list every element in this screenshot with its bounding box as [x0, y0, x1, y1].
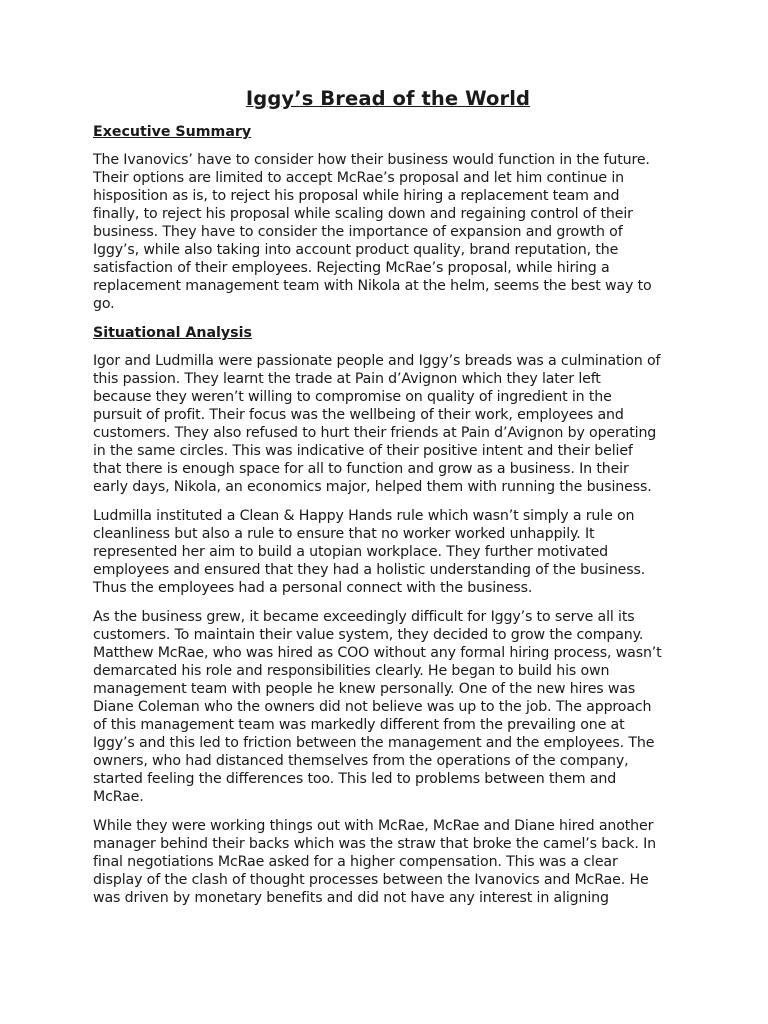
text-line: replacement management team with Nikola at the helm, seems the best way to: [93, 278, 652, 294]
text-line: because they weren’t willing to compromise on quality of ingredient in the: [93, 389, 612, 405]
text-line: that there is enough space for all to function and grow as a business. In their: [93, 461, 629, 477]
text-line: owners, who had distanced themselves from the operations of the company,: [93, 753, 629, 769]
text-line: customers. They also refused to hurt their friends at Pain d’Avignon by operating: [93, 425, 657, 441]
text-line: finally, to reject his proposal while scaling down and regaining control of their: [93, 206, 633, 222]
text-line: employees and ensured that they had a holistic understanding of the business.: [93, 562, 646, 578]
paragraph: [93, 608, 683, 806]
text-line: display of the clash of thought processes between the Ivanovics and McRae. He: [93, 872, 649, 888]
text-line: of this management team was markedly different from the prevailing one at: [93, 717, 625, 733]
document-page: [93, 86, 683, 918]
text-line: Their options are limited to accept McRae’s proposal and let him continue in: [93, 170, 624, 186]
text-line: was driven by monetary benefits and did not have any interest in aligning: [93, 890, 609, 906]
text-line: manager behind their backs which was the straw that broke the camel’s back. In: [93, 836, 656, 852]
text-line: business. They have to consider the importance of expansion and growth of: [93, 224, 623, 240]
document-title: Iggy’s Bread of the World: [245, 87, 531, 110]
text-line: Igor and Ludmilla were passionate people and Iggy’s breads was a culmination of: [93, 353, 661, 369]
section-heading: Executive Summary: [93, 124, 252, 140]
text-line: Iggy’s and this led to friction between the management and the employees. The: [93, 735, 655, 751]
document-body: [93, 123, 683, 907]
text-line: in the same circles. This was indicative of their positive intent and their belief: [93, 443, 633, 459]
text-line: demarcated his role and responsibilities clearly. He began to build his own: [93, 663, 610, 679]
text-line: management team with people he knew personally. One of the new hires was: [93, 681, 636, 697]
section: [93, 324, 683, 907]
text-line: Ludmilla instituted a Clean & Happy Hands rule which wasn’t simply a rule on: [93, 508, 635, 524]
text-line: As the business grew, it became exceedingly difficult for Iggy’s to serve all its: [93, 609, 635, 625]
paragraph: [93, 352, 683, 496]
text-line: The Ivanovics’ have to consider how their business would function in the future.: [93, 152, 650, 168]
text-line: represented her aim to build a utopian workplace. They further motivated: [93, 544, 609, 560]
text-line: started feeling the differences too. This led to problems between them and: [93, 771, 617, 787]
text-line: pursuit of profit. Their focus was the wellbeing of their work, employees and: [93, 407, 624, 423]
text-line: cleanliness but also a rule to ensure that no worker worked unhappily. It: [93, 526, 595, 542]
text-line: early days, Nikola, an economics major, helped them with running the business.: [93, 479, 652, 495]
text-line: final negotiations McRae asked for a higher compensation. This was a clear: [93, 854, 618, 870]
text-line: Diane Coleman who the owners did not believe was up to the job. The approach: [93, 699, 652, 715]
text-line: Iggy’s, while also taking into account product quality, brand reputation, the: [93, 242, 619, 258]
paragraph: [93, 507, 683, 597]
section-heading: Situational Analysis: [93, 325, 252, 341]
text-line: hisposition as is, to reject his proposal while hiring a replacement team and: [93, 188, 620, 204]
paragraph: [93, 817, 683, 907]
section: [93, 123, 683, 313]
text-line: go.: [93, 296, 115, 312]
text-line: McRae.: [93, 789, 144, 805]
text-line: Thus the employees had a personal connect with the business.: [93, 580, 533, 596]
text-line: customers. To maintain their value system, they decided to grow the company.: [93, 627, 644, 643]
text-line: While they were working things out with McRae, McRae and Diane hired another: [93, 818, 654, 834]
paragraph: [93, 151, 683, 313]
text-line: Matthew McRae, who was hired as COO without any formal hiring process, wasn’t: [93, 645, 662, 661]
text-line: satisfaction of their employees. Rejecting McRae’s proposal, while hiring a: [93, 260, 610, 276]
text-line: this passion. They learnt the trade at Pain d’Avignon which they later left: [93, 371, 601, 387]
